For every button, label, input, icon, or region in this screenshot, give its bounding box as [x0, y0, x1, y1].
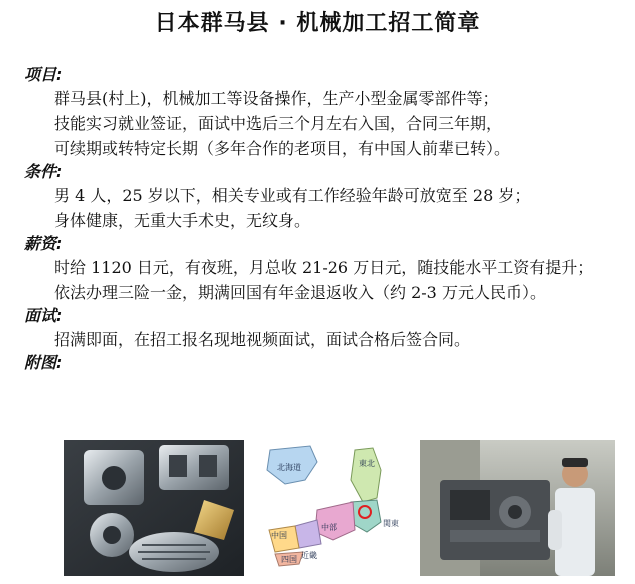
attachments-label: 附图: [24, 353, 63, 372]
map-label-hokkaido: 北海道 [277, 463, 301, 472]
page-title: 日本群马县 · 机械加工招工简章 [154, 11, 481, 36]
interview-line-1: 招满即面，在招工报名现地视频面试，面试合格后签合同。 [54, 330, 471, 349]
project-line-1: 群马县(村上)，机械加工等设备操作，生产小型金属零部件等； [54, 89, 499, 108]
project-line-3: 可续期或转特定长期（多年合作的老项目，有中国人前辈已转）。 [54, 139, 511, 158]
metal-parts-photo [64, 440, 244, 576]
conditions-line-1: 男 4 人，25 岁以下，相关专业或有工作经验年龄可放宽至 28 岁； [54, 186, 531, 205]
conditions-label: 条件: [24, 162, 63, 181]
map-label-chubu: 中部 [321, 523, 337, 532]
recruitment-content [24, 64, 620, 374]
map-label-kinki: 近畿 [301, 551, 317, 560]
salary-line-1: 时给 1120 日元，有夜班，月总收 21-26 万日元，随技能水平工资有提升； [54, 258, 594, 277]
interview-label: 面试: [24, 306, 63, 325]
map-label-chugoku: 中国 [271, 531, 287, 540]
factory-worker-photo [420, 440, 615, 576]
map-label-shikoku: 四国 [281, 555, 297, 564]
conditions-line-2: 身体健康，无重大手术史，无纹身。 [54, 211, 311, 230]
salary-line-2: 依法办理三险一金，期满回国有年金退返收入（约 2-3 万元人民币）。 [54, 283, 546, 302]
map-label-tohoku: 東北 [359, 459, 375, 468]
attached-photos [60, 440, 620, 580]
japan-map [255, 440, 415, 576]
map-label-kanto: 関東 [383, 519, 399, 528]
salary-label: 薪资: [24, 234, 63, 253]
project-line-2: 技能实习就业签证，面试中选后三个月左右入国，合同三年期， [54, 114, 503, 133]
project-label: 项目: [24, 65, 63, 84]
